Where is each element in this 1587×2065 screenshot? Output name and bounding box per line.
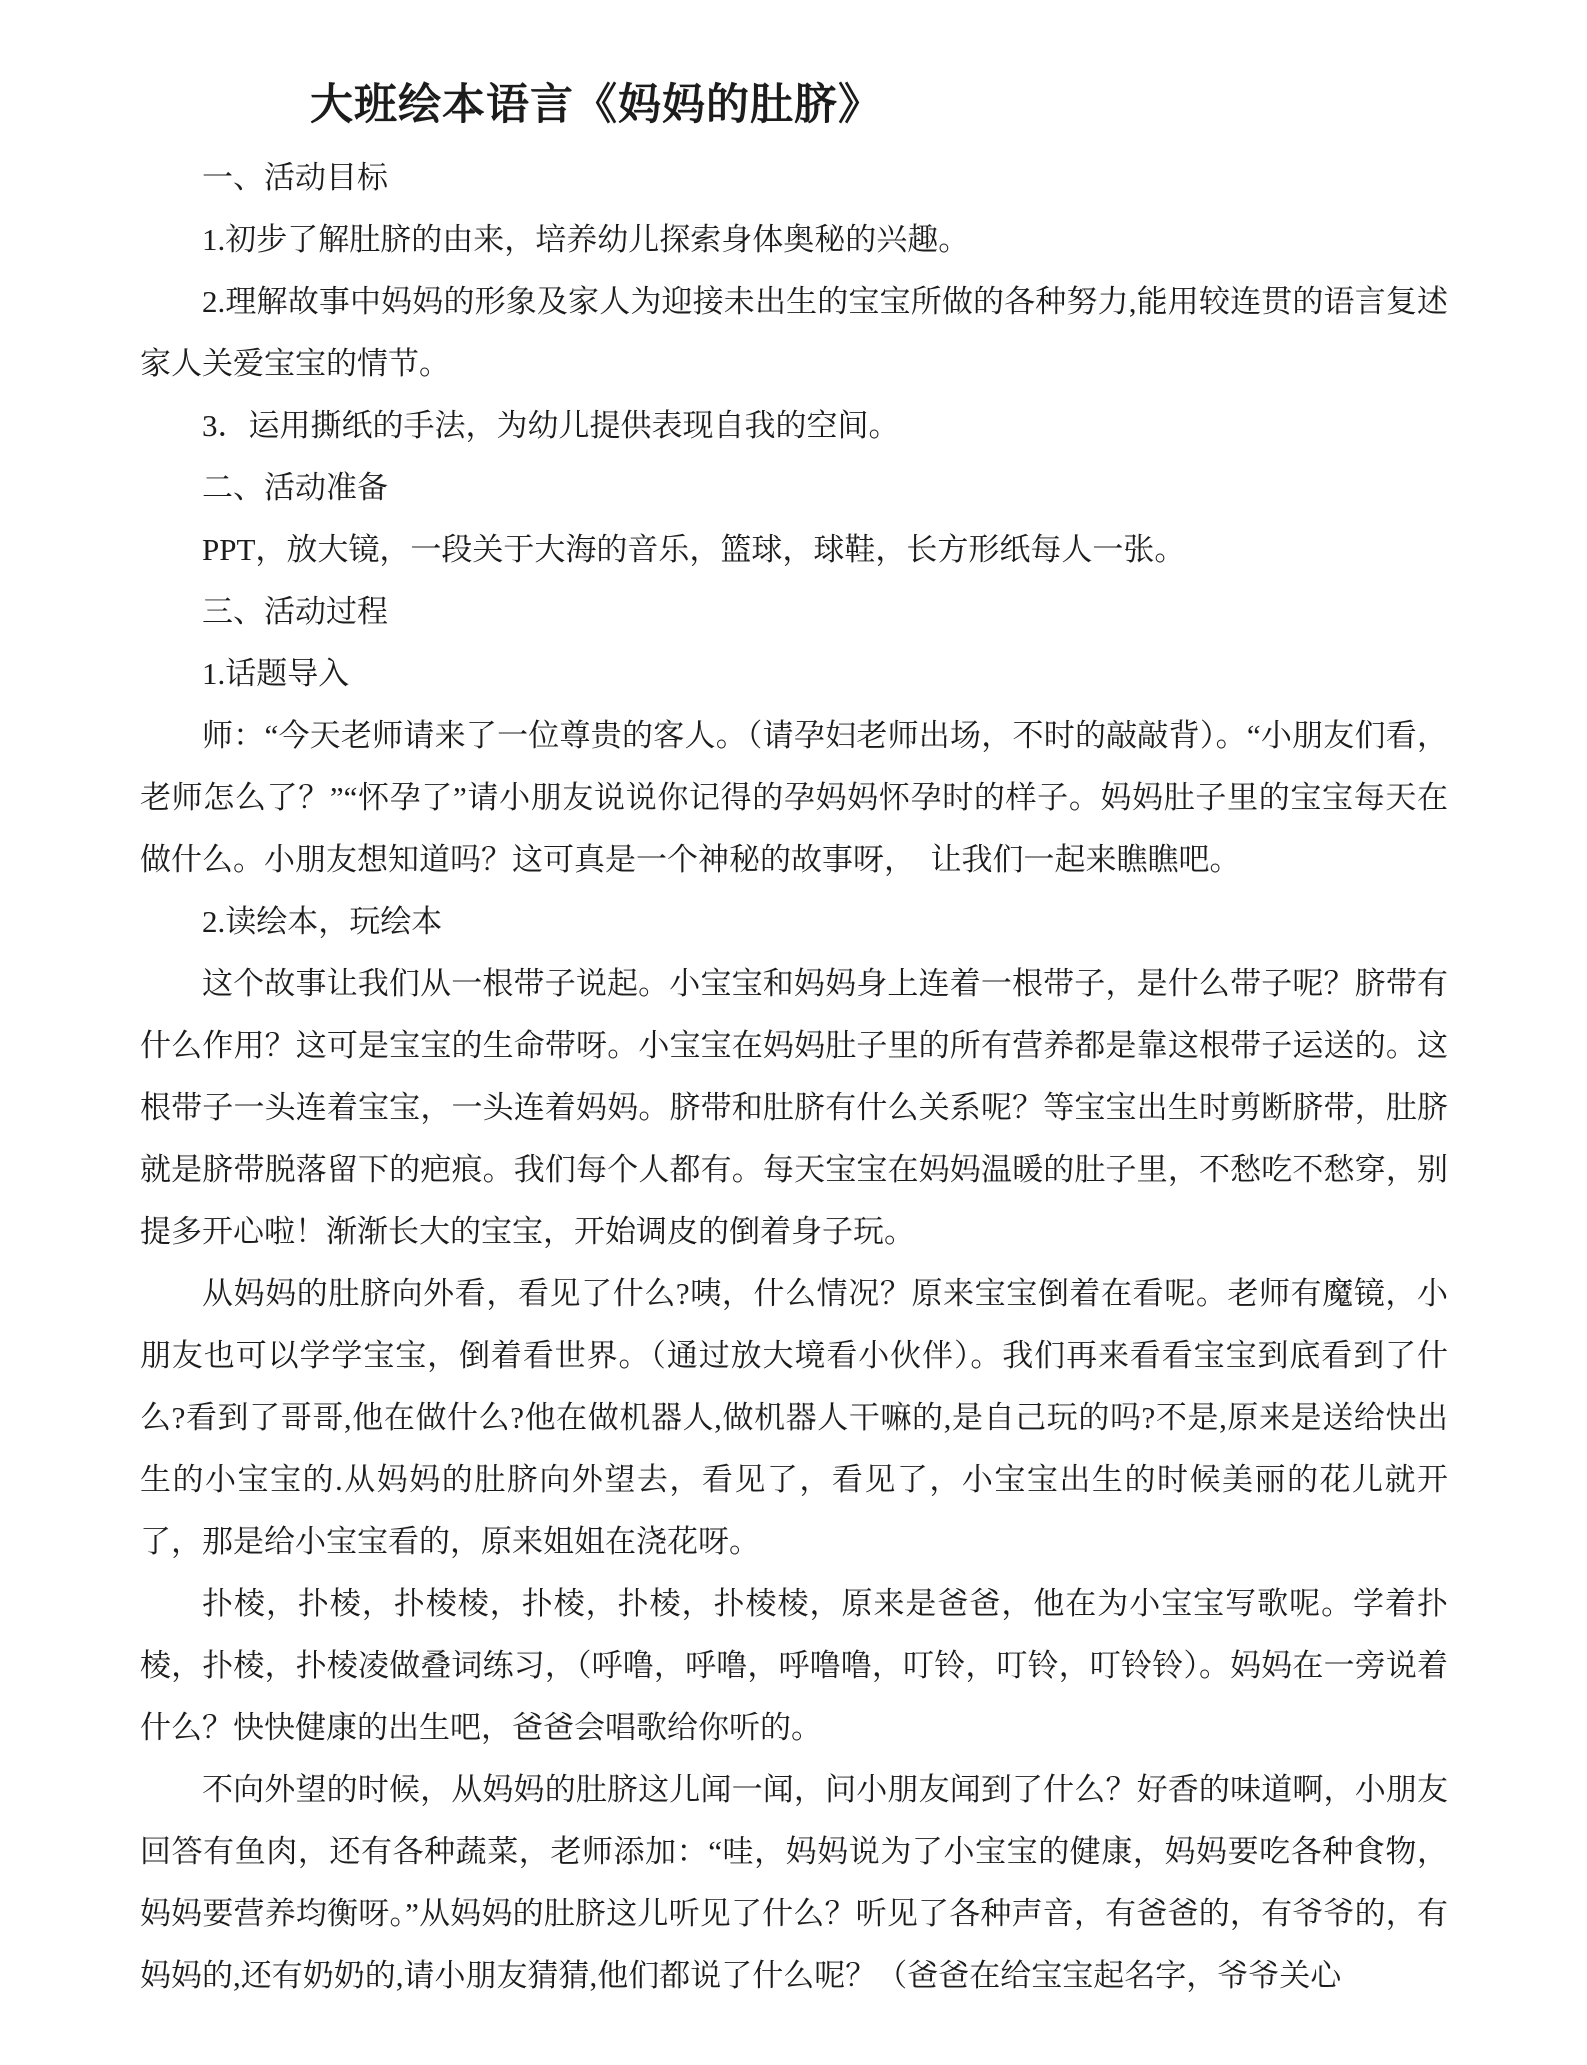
heading-activity-goals: 一、活动目标 <box>202 160 388 195</box>
story-look-outside-paragraph: 从妈妈的肚脐向外看，看见了什么?咦，什么情况？原来宝宝倒着在看呢。老师有魔镜，小朋友也可以学学宝宝，倒着看世界。（通过放大境看小伙伴）。我们再来看看宝宝到底看到了什么?看到了哥哥,他在做什么?他在做机器人,做机器人干嘛的,是自己玩的吗?不是,原来是送给快出生的小宝宝的.从妈妈的肚脐向外望去，看见了，看见了，小宝宝出生的时候美丽的花儿就开了，那是给小宝宝看的，原来姐姐在浇花呀。 <box>140 1276 1448 1559</box>
heading-activity-process: 三、活动过程 <box>202 594 388 629</box>
teacher-dialogue-intro: 师：“今天老师请来了一位尊贵的客人。（请孕妇老师出场，不时的敲敲背）。“小朋友们看，老师怎么了？”“怀孕了”请小朋友说说你记得的孕妈妈怀孕时的样子。妈妈肚子里的宝宝每天在做什么。小朋友想知道吗？这可真是一个神秘的故事呀， 让我们一起来瞧瞧吧。 <box>140 718 1448 877</box>
step-topic-introduction: 1.话题导入 <box>202 656 350 691</box>
goal-item-2: 2.理解故事中妈妈的形象及家人为迎接未出生的宝宝所做的各种努力,能用较连贯的语言复述家人关爱宝宝的情节。 <box>140 284 1448 381</box>
preparation-list: PPT，放大镜，一段关于大海的音乐，篮球，球鞋，长方形纸每人一张。 <box>202 532 1186 567</box>
story-father-song-paragraph: 扑棱，扑棱，扑棱棱，扑棱，扑棱，扑棱棱，原来是爸爸，他在为小宝宝写歌呢。学着扑棱，扑棱，扑棱凌做叠词练习，（呼噜，呼噜，呼噜噜，叮铃，叮铃，叮铃铃）。妈妈在一旁说着什么？快快健康的出生吧，爸爸会唱歌给你听的。 <box>140 1586 1448 1745</box>
story-smell-listen-paragraph: 不向外望的时候，从妈妈的肚脐这儿闻一闻，问小朋友闻到了什么？好香的味道啊，小朋友回答有鱼肉，还有各种蔬菜，老师添加：“哇，妈妈说为了小宝宝的健康，妈妈要吃各种食物，妈妈要营养均衡呀。”从妈妈的肚脐这儿听见了什么？听见了各种声音，有爸爸的，有爷爷的，有妈妈的,还有奶奶的,请小朋友猜猜,他们都说了什么呢？（爸爸在给宝宝起名字，爷爷关心 <box>140 1772 1448 1993</box>
goal-item-1: 1.初步了解肚脐的由来，培养幼儿探索身体奥秘的兴趣。 <box>202 222 970 257</box>
goal-item-3: 3．运用撕纸的手法，为幼儿提供表现自我的空间。 <box>202 408 900 443</box>
page-title: 大班绘本语言《妈妈的肚脐》 <box>310 82 882 129</box>
story-umbilical-cord-paragraph: 这个故事让我们从一根带子说起。小宝宝和妈妈身上连着一根带子，是什么带子呢？脐带有什么作用？这可是宝宝的生命带呀。小宝宝在妈妈肚子里的所有营养都是靠这根带子运送的。这根带子一头连着宝宝，一头连着妈妈。脐带和肚脐有什么关系呢？等宝宝出生时剪断脐带，肚脐就是脐带脱落留下的疤痕。我们每个人都有。每天宝宝在妈妈温暖的肚子里，不愁吃不愁穿，别提多开心啦！渐渐长大的宝宝，开始调皮的倒着身子玩。 <box>140 966 1448 1249</box>
step-read-picture-book: 2.读绘本，玩绘本 <box>202 904 443 939</box>
heading-activity-preparation: 二、活动准备 <box>202 470 388 505</box>
